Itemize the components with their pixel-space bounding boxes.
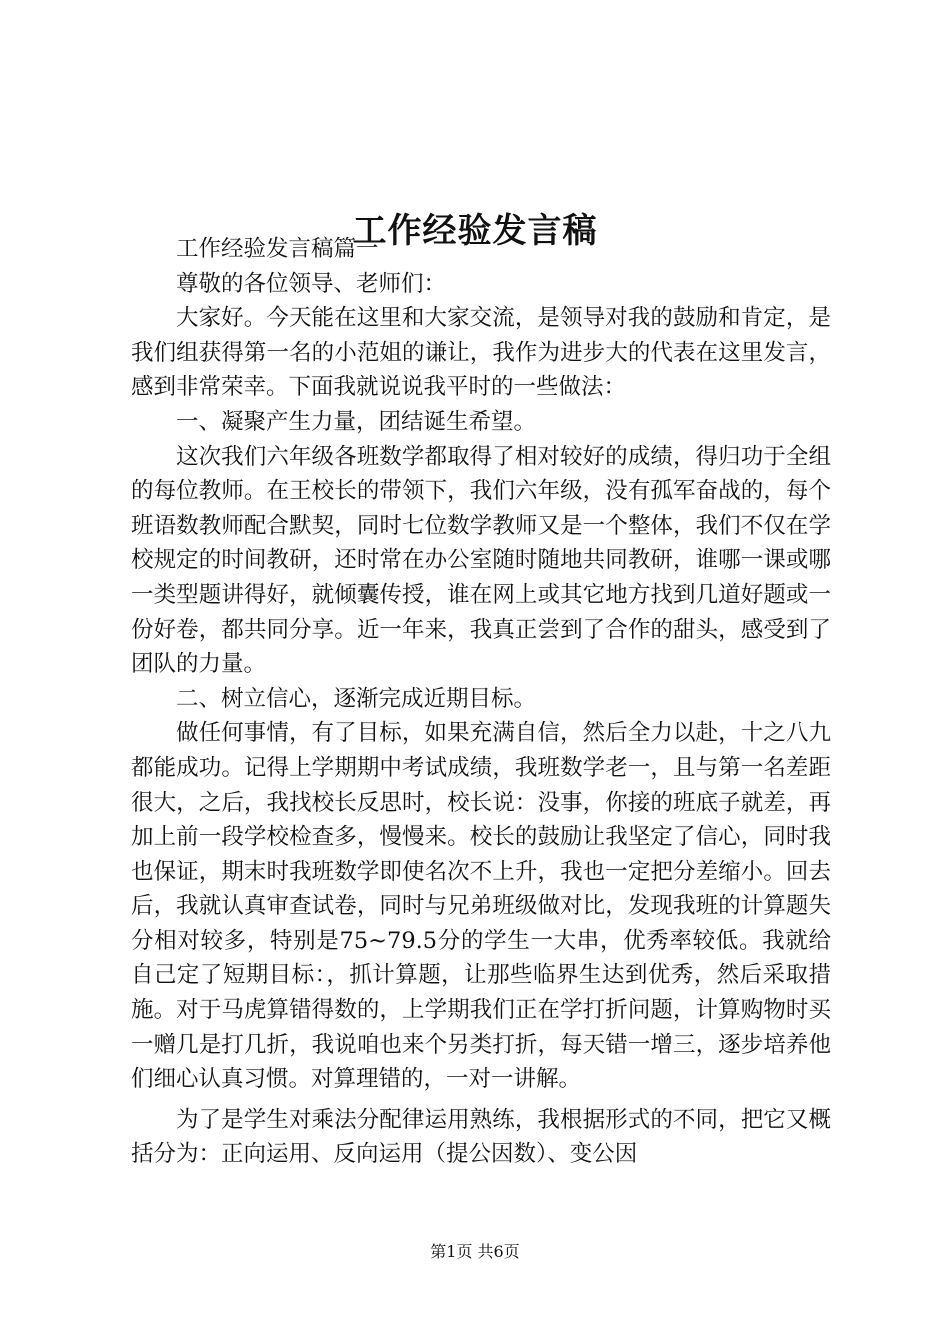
paragraph-confidence: 做任何事情，有了目标，如果充满自信，然后全力以赴，十之八九都能成功。记得上学期期中考试成绩，我班数学老一，且与第一名差距很大，之后，我找校长反思时，校长说：没事，你接的班底子就差，再加上前一段学校检查多，慢慢来。校长的鼓励让我坚定了信心，同时我也保证，期末时我班数学即使名次不上升，我也一定把分差缩小。回去后，我就认真审查试卷，同时与兄弟班级做对比，发现我班的计算题失分相对较多，特别是75~79.5分的学生一大串，优秀率较低。我就给自己定了短期目标：，抓计算题，让那些临界生达到优秀，然后采取措施。对于马虎算错得数的，上学期我们正在学打折问题，计算购物时买一赠几是打几折，我说咱也来个另类打折，每天错一增三，逐步培养他们细心认真习惯。对算理错的，一对一讲解。 bbox=[131, 720, 831, 1093]
page-footer: 第1页 共6页 bbox=[430, 1242, 520, 1261]
point-two-heading: 二、树立信心，逐渐完成近期目标。 bbox=[176, 685, 537, 712]
paragraph-distributive-law: 为了是学生对乘法分配律运用熟练，我根据形式的不同，把它又概括分为：正向运用、反向运用（提公因数）、变公因 bbox=[131, 1106, 831, 1168]
salutation: 尊敬的各位领导、老师们： bbox=[176, 270, 447, 297]
section-heading: 工作经验发言稿篇一 bbox=[176, 236, 379, 262]
point-one-heading: 一、凝聚产生力量，团结诞生希望。 bbox=[176, 408, 537, 435]
paragraph-teamwork: 这次我们六年级各班数学都取得了相对较好的成绩，得归功于全组的每位教师。在王校长的带领下，我们六年级，没有孤军奋战的，每个班语数教师配合默契，同时七位数学教师又是一个整体，我们不仅在学校规定的时间教研，还时常在办公室随时随地共同教研，谁哪一课或哪一类型题讲得好，就倾囊传授，谁在网上或其它地方找到几道好题或一份好卷，都共同分享。近一年来，我真正尝到了合作的甜头，感受到了团队的力量。 bbox=[131, 443, 831, 678]
document-title: 工作经验发言稿 bbox=[352, 210, 598, 251]
document-body bbox=[131, 232, 831, 1172]
paragraph-intro: 大家好。今天能在这里和大家交流，是领导对我的鼓励和肯定，是我们组获得第一名的小范姐的谦让，我作为进步大的代表在这里发言，感到非常荣幸。下面我就说说我平时的一些做法： bbox=[131, 305, 831, 401]
